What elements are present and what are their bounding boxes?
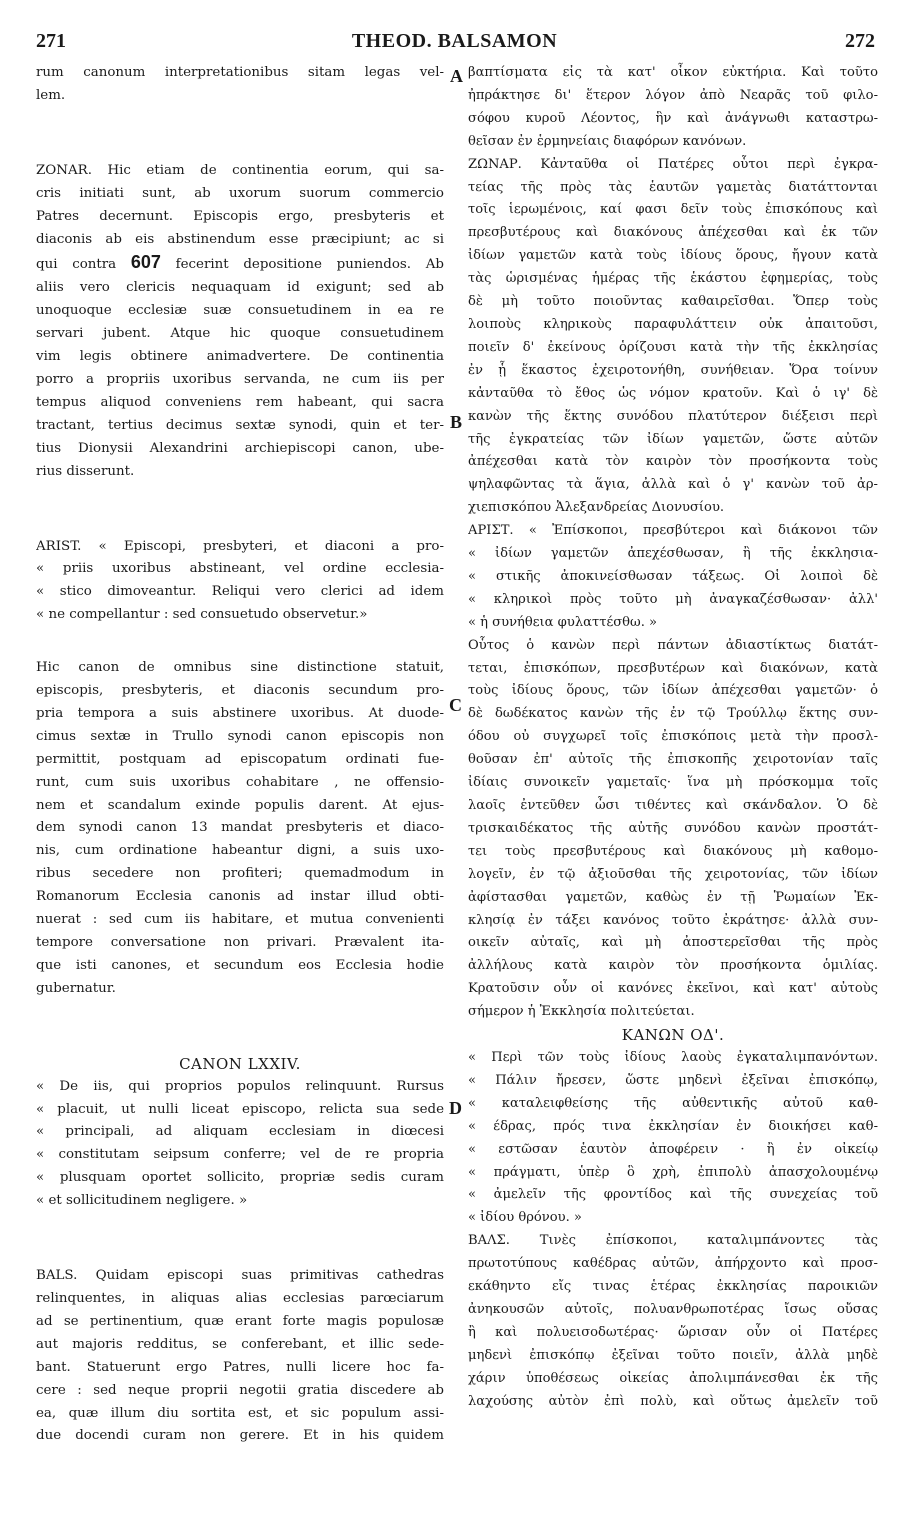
text-line: « placuit, ut nulli liceat episcopo, relicta sua sede: [36, 1101, 444, 1117]
text-line: ARIST. « Episcopi, presbyteri, et diaconi a pro-: [36, 538, 444, 554]
text-line: τῆς ἐγκρατείας τῶν ἰδίων γαμετῶν, ὥστε αὐτῶν: [468, 431, 878, 447]
text-line: λαχούσης αὐτὸν ἐπὶ πολὺ, καὶ οὕτως ἀμελεῖν τοῦ: [468, 1393, 878, 1409]
text-line: « plusquam oportet sollicito, propriæ sedis curam: [36, 1170, 444, 1186]
text-line: « principali, ad aliquam ecclesiam in diœcesi: [36, 1124, 444, 1140]
text-line: qui contra 607 fecerint depositione puniendos. Ab: [36, 252, 444, 273]
running-title: THEOD. BALSAMON: [351, 30, 558, 52]
text-line: τοὺς ἰδίους ὅρους, τῶν ἰδίων ἀπέχεσθαι γαμετῶν· ὁ: [468, 683, 878, 699]
text-line: ἀφίστασθαι γαμετῶν, καθὼς ἐν τῇ Ῥωμαίων Ἐκ-: [468, 889, 878, 905]
text-line: episcopis, presbyteris, et diaconis secundum pro-: [36, 683, 444, 699]
balsamon-commentary-greek: [468, 635, 878, 1024]
text-line: nuerat : sed cum iis habitare, et mutua convenienti: [36, 912, 444, 928]
text-line: tempore conversatione non privari. Prævalent ita-: [36, 935, 444, 950]
text-line: que isti canones, et secundum eos Ecclesia hodie: [36, 957, 444, 973]
text-line: Οὗτος ὁ κανὼν περὶ πάντων ἀδιαστίκτως διατάτ-: [468, 637, 878, 653]
text-line: tempus aliquod conveniens rem habeant, qui sacra: [36, 394, 444, 410]
text-line: δὲ μὴ τοῦτο ποιοῦντας καθαιρεῖσθαι. Ὅπερ τοὺς: [468, 294, 878, 310]
text-line: cimus sextæ in Trullo synodi canon episcopis non: [36, 728, 444, 744]
column-number: 607: [130, 252, 161, 273]
text-line: diaconis ab eis abstinendum esse præcipiunt; ac si: [36, 231, 444, 247]
text-line: Hic canon de omnibus sine distinctione statuit,: [36, 660, 444, 676]
text-line: tractant, tertius decimus sextæ synodi, quin et ter-: [36, 417, 444, 433]
canon-text-latin: [36, 1076, 444, 1213]
text-line: « καταλειφθείσης τῆς αὐθεντικῆς αὐτοῦ καθ-: [468, 1095, 878, 1111]
canon-title-greek: ΚΑΝΩΝ ΟΔ'.: [621, 1026, 725, 1045]
text-line: nis, cum ordinatione habeantur digni, a suis uxo-: [36, 843, 444, 859]
text-line: « στικῆς ἀποκινείσθωσαν τάξεως. Οἱ λοιποὶ δὲ: [468, 568, 878, 584]
text-line: σήμερον ἡ Ἐκκλησία πολιτεύεται.: [468, 1004, 695, 1020]
text-line: κἀνταῦθα τὸ ἔθος ὡς νόμον κρατοῦν. Καὶ ὁ ιγ' δὲ: [468, 385, 878, 401]
canon-text-greek: [468, 1047, 878, 1230]
text-line: « έδρας, πρός τινα ἐκκλησίαν ἐν διοικήσει καθ-: [468, 1118, 878, 1134]
text-line: χιεπισκόπου Ἀλεξανδρείας Διονυσίου.: [468, 500, 725, 516]
text-line: ψηλαφῶντας τὰ ἅγια, ἀλλὰ καὶ ὁ γ' κανὼν τοῦ ἀρ-: [468, 477, 878, 493]
zonaras-commentary-latin: [36, 160, 444, 484]
text-line: rius disserunt.: [36, 463, 135, 479]
text-line: θεῖσαν ἐν ἑρμηνείαις διαφόρων κανόνων.: [468, 133, 747, 149]
text-line: BALS. Quidam episcopi suas primitivas cathedras: [36, 1268, 444, 1284]
left-page-number: 271: [36, 30, 66, 52]
text-line: due docendi curam non gerere. Et in his quidem: [36, 1428, 444, 1444]
zonaras-commentary-greek: [468, 154, 878, 521]
margin-mark-a: A: [450, 66, 463, 86]
text-line: οικεῖν αὐταῖς, καὶ μὴ ἀποστερεῖσθαι τῆς πρὸς: [468, 935, 878, 951]
text-line: λογεῖν, ἐν τῷ ἀξιοῦσθαι τῆς χειροτονίας, τῶν ἰδίων: [468, 866, 878, 882]
text-line: ἀλλήλους κατὰ καιρὸν τὸν προσήκοντα ὁμιλίας.: [468, 958, 878, 974]
greek-column: [468, 62, 878, 1413]
latin-column: [36, 62, 444, 1448]
running-header: [0, 30, 909, 60]
text-line: κανὼν τῆς ἕκτης συνόδου πλατύτερον διέξεισι περὶ: [468, 408, 878, 424]
text-line: « constitutam seipsum conferre; vel de re propria: [36, 1147, 444, 1163]
text-line: rum canonum interpretationibus sitam legas vel-: [36, 65, 444, 80]
text-line: « Περὶ τῶν τοὺς ἰδίους λαοὺς ἐγκαταλιμπανόντων.: [468, 1049, 878, 1065]
text-line: χάριν ὑποθέσεως οἰκείας ἀπολιμπάνεσθαι ἐκ τῆς: [468, 1370, 878, 1386]
text-line: σόφου κυροῦ Λέοντος, ἣν καὶ ἀνάγνωθι καταστρω-: [468, 110, 878, 126]
text-line: ἀπέχεσθαι κατὰ τὸν καιρὸν τὸν προσήκοντα τοὺς: [468, 454, 878, 470]
text-line: nem et scandalum exinde populis darent. At ejus-: [36, 797, 444, 813]
text-line: βαπτίσματα εἰς τὰ κατ' οἶκον εὐκτήρια. Καὶ τοῦτο: [468, 65, 878, 80]
text-line: « ἀμελεῖν τῆς φροντίδος καὶ τῆς συνεχείας τοῦ: [468, 1187, 878, 1203]
text-line: « Πάλιν ἤρεσεν, ὥστε μηδενὶ ἐξεῖναι ἐπισκόπῳ,: [468, 1072, 878, 1088]
text-line: ZONAR. Hic etiam de continentia eorum, qui sa-: [36, 162, 444, 178]
margin-mark-d: D: [449, 1098, 462, 1118]
greek-opening-paragraph: [468, 62, 878, 154]
text-line: τοῖς ἱερωμένοις, καί φασι δεῖν τοὺς ἐπισκόπους καὶ: [468, 202, 878, 218]
text-line: pria tempora a suis abstinere uxoribus. At duode-: [36, 705, 444, 721]
text-line: aut majoris redditus, se conferebant, et illic sede-: [36, 1336, 444, 1352]
aristenus-summary-latin: [36, 536, 444, 628]
text-line: ἰδίων γαμετῶν κατὰ τοὺς ἰδίους ὅρους, ἤγουν κατὰ: [468, 248, 878, 264]
text-line: ad se pertinentium, quæ erant forte magis populosæ: [36, 1313, 444, 1329]
text-line: κλησίᾳ ἐν τάξει κανόνος τοῦτο ἐκράτησε· ἀλλὰ συν-: [468, 912, 878, 928]
text-line: « κληρικοὶ πρὸς τοῦτο μὴ ἀναγκαζέσθωσαν· ἀλλ': [468, 591, 878, 607]
margin-mark-b: B: [450, 412, 463, 432]
text-line: tius Dionysii Alexandrini archiepiscopi canon, ube-: [36, 440, 444, 456]
text-line: aliis vero clericis nequaquam id exigunt; sed ab: [36, 280, 444, 296]
text-line: porro a propriis uxoribus servanda, ne cum iis per: [36, 371, 444, 387]
text-line: runt, cum suis uxoribus cohabitare , ne offensio-: [36, 774, 444, 790]
text-line: relinquentes, in aliquas alias ecclesias parœciarum: [36, 1290, 444, 1306]
balsamon-canon-commentary-greek: [468, 1230, 878, 1413]
text-line: cris initiati sunt, ab uxorum suorum commercio: [36, 185, 444, 201]
text-line: ποιεῖν δ' ἐκείνους ὁρίζουσι κατὰ τὴν τῆς ἐκκλησίας: [468, 339, 878, 355]
text-line: « et sollicitudinem negligere. »: [36, 1193, 248, 1209]
text-line: ἰδίαις συνοικεῖν γαμεταῖς· ἵνα μὴ πρόσκομμα τοῖς: [468, 775, 878, 791]
text-line: μηδενὶ ἐπισκόπῳ ἐξεῖναι τοῦτο ποιεῖν, ἀλλὰ μηδὲ: [468, 1347, 878, 1363]
balsamon-commentary-latin: [36, 657, 444, 1001]
text-line: Romanorum Ecclesia canonis ad instar illud obti-: [36, 889, 444, 905]
text-line: Κρατοῦσιν οὖν οἱ κανόνες ἐκεῖνοι, καὶ κατ' αὐτοὺς: [468, 981, 878, 997]
text-line: « ἡ συνήθεια φυλαττέσθω. »: [468, 614, 658, 630]
text-line: τρισκαιδέκατος τῆς αὐτῆς συνόδου κανὼν προστάτ-: [468, 820, 878, 836]
text-line: « εστῶσαν ἑαυτὸν ἀποφέρειν · ἢ ἐν οἰκείῳ: [468, 1141, 878, 1157]
text-line: τει τοὺς πρεσβυτέρους καὶ διακόνους μὴ καθομο-: [468, 843, 878, 859]
text-line: lem.: [36, 87, 66, 103]
text-line: ΑΡΙΣΤ. « Ἐπίσκοποι, πρεσβύτεροι καὶ διάκονοι τῶν: [468, 523, 878, 539]
canon-title-latin: CANON LXXIV.: [179, 1054, 301, 1073]
aristenus-summary-greek: [468, 520, 878, 635]
text-line: τὰς ὡρισμένας ἡμέρας τῆς ἑκάστου ἐφημερίας, τοὺς: [468, 271, 878, 287]
text-line: Patres decernunt. Episcopis ergo, presbyteris et: [36, 208, 444, 224]
text-line: πρεσβυτέρους καὶ διακόνους ἀπέχεσθαι καὶ ἐκ τῶν: [468, 225, 878, 241]
text-line: cere : sed neque proprii negotii gratia discedere ab: [36, 1382, 444, 1398]
text-line: ἢ καὶ πολυεισοδωτέρας· ὥρισαν οὖν οἱ Πατέρες: [468, 1324, 878, 1340]
text-line: πρωτοτύπους καθέδρας αὐτῶν, ἀπήρχοντο καὶ προσ-: [468, 1256, 878, 1272]
text-line: servari jubent. Atque hic quoque consuetudinem: [36, 326, 444, 342]
text-line: « priis uxoribus abstineant, vel ordine ecclesia-: [36, 561, 444, 577]
text-line: δὲ δωδέκατος κανὼν τῆς ἐν τῷ Τρούλλῳ ἕκτης συν-: [468, 706, 878, 722]
text-line: τεται, ἐπισκόπων, πρεσβυτέρων καὶ διακόνων, κατὰ: [468, 660, 878, 676]
text-line: εκάθηντο εἴς τινας ἑτέρας ἐκκλησίας παροικιῶν: [468, 1279, 878, 1295]
text-line: gubernatur.: [36, 980, 116, 996]
text-line: permittit, postquam ad episcopatum ordinati fue-: [36, 751, 444, 767]
text-line: bant. Statuerunt ergo Patres, nulli licere hoc fa-: [36, 1359, 444, 1375]
text-line: όδου οὐ συγχωρεῖ τοῖς ἐπισκόποις μετὰ τὴν προσλ-: [468, 729, 878, 745]
text-line: λοιποὺς κληρικοὺς παραφυλάττειν οὐκ ἀπαιτοῦσι,: [468, 316, 878, 332]
text-line: ribus secedere non profiteri; quemadmodum in: [36, 866, 444, 882]
text-line: ea, quæ illum diu sortita est, et sic populum assi-: [36, 1405, 444, 1421]
margin-mark-c: C: [449, 695, 462, 715]
right-page-number: 272: [845, 30, 875, 52]
text-line: θοῦσαν ἐπ' αὐτοῖς τῆς ἐπισκοπῆς χειροτονίαν ταῖς: [468, 752, 878, 768]
text-line: ἐν ᾗ ἕκαστος ἐχειροτονήθη, συνήθειαν. Ὅρα τοίνυν: [468, 362, 878, 378]
balsamon-canon-commentary-latin: [36, 1265, 444, 1448]
text-line: ἀνηκουσῶν αὐτοῖς, πολυανθρωποτέρας ἴσως οὔσας: [468, 1301, 878, 1317]
text-line: ΒΑΛΣ. Τινὲς ἐπίσκοποι, καταλιμπάνοντες τὰς: [468, 1233, 878, 1249]
text-line: vim legis obtinere animadvertere. De continentia: [36, 349, 444, 365]
text-line: dem synodi canon 13 mandat presbyteris et diaco-: [36, 820, 444, 836]
latin-opening-paragraph: [36, 62, 444, 108]
text-line: unoquoque ecclesiæ suæ consuetudinem in ea re: [36, 303, 444, 319]
text-line: « ne compellantur : sed consuetudo observetur.»: [36, 607, 368, 623]
text-line: ἠπράκτησε δι' ἕτερον λόγον ἀπὸ Νεαρᾶς τοῦ φιλο-: [468, 87, 878, 103]
text-line: « ἰδίων γαμετῶν ἀπεχέσθωσαν, ἢ τῆς ἐκκλησια-: [468, 546, 878, 562]
text-line: ΖΩΝΑΡ. Κἀνταῦθα οἱ Πατέρες οὗτοι περὶ ἐγκρα-: [468, 156, 878, 172]
text-line: « ἰδίου θρόνου. »: [468, 1210, 582, 1226]
text-line: λαοῖς ἐντεῦθεν ὦσι τιθέντες καὶ σκάνδαλον. Ὁ δὲ: [468, 798, 878, 813]
text-line: « stico dimoveantur. Reliqui vero clerici ad idem: [36, 584, 444, 600]
text-line: « πράγματι, ὑπὲρ ὃ χρὴ, ἐπιπολὺ ἀπασχολουμένῳ: [468, 1164, 878, 1180]
text-line: τείας τῆς πρὸς τὰς ἑαυτῶν γαμετὰς διατάττονται: [468, 179, 878, 195]
text-line: « De iis, qui proprios populos relinquunt. Rursus: [36, 1078, 444, 1094]
